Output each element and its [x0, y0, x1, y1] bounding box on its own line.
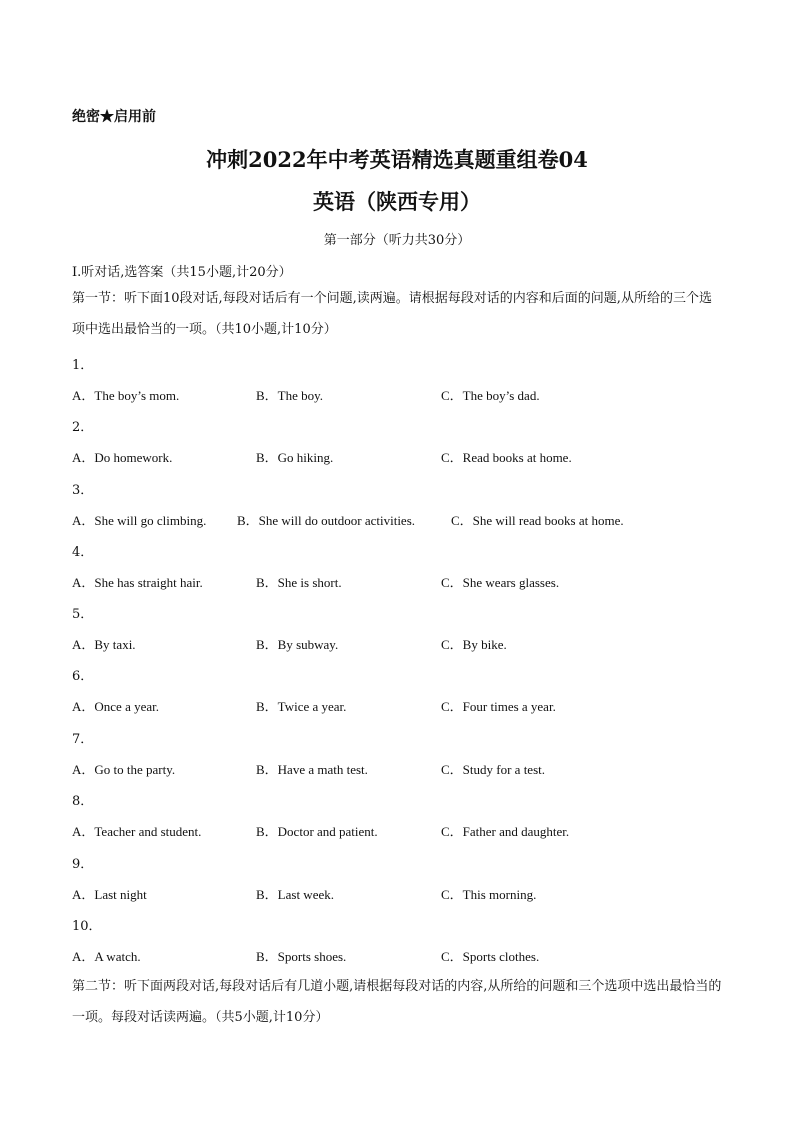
option-a: A．Last night	[72, 887, 147, 902]
section1-intro: 第一节：听下面10段对话,每段对话后有一个问题,读两遍。请根据每段对话的内容和后面的问题,从所给的三个选项中选出最恰当的一项。（共10小题,计10分）	[72, 291, 712, 337]
exam-subtitle: 英语（陕西专用）	[313, 189, 481, 214]
option-b: B．Doctor and patient.	[256, 824, 378, 839]
confidential-label: 绝密★启用前	[72, 109, 156, 125]
question-number: 5．	[72, 607, 94, 622]
option-c: C．By bike.	[441, 637, 507, 652]
option-b: B．Sports shoes.	[256, 949, 347, 964]
question-number: 10．	[72, 919, 102, 934]
option-b: B．Have a math test.	[256, 762, 368, 777]
option-b: B．She will do outdoor activities.	[237, 513, 416, 528]
part-heading: 第一部分（听力共30分）	[323, 233, 471, 248]
option-a: A．A watch.	[72, 949, 141, 964]
question-number: 6．	[72, 669, 94, 684]
option-c: C．This morning.	[441, 887, 537, 902]
question-number: 7．	[72, 732, 94, 747]
option-a: A．She will go climbing.	[72, 513, 207, 528]
option-a: A．By taxi.	[72, 637, 136, 652]
option-a: A．The boy’s mom.	[72, 388, 180, 403]
option-c: C．Study for a test.	[441, 762, 545, 777]
option-a: A．Go to the party.	[72, 762, 176, 777]
option-c: C．Father and daughter.	[441, 824, 570, 839]
question-number: 2．	[72, 420, 94, 435]
question-number: 9．	[72, 857, 94, 872]
option-a: A．She has straight hair.	[72, 575, 203, 590]
option-a: A．Once a year.	[72, 699, 159, 714]
question-number: 3．	[72, 483, 94, 498]
question-number: 4．	[72, 545, 94, 560]
option-c: C．Read books at home.	[441, 450, 572, 465]
section2-intro: 第二节：听下面两段对话,每段对话后有几道小题,请根据每段对话的内容,从所给的问题和三个选项中选出最恰当的一项。每段对话读两遍。（共5小题,计10分）	[72, 979, 722, 1025]
option-c: C．Four times a year.	[441, 699, 556, 714]
option-c: C．She wears glasses.	[441, 575, 560, 590]
option-b: B．By subway.	[256, 637, 339, 652]
option-a: A．Teacher and student.	[72, 824, 202, 839]
option-c: C．The boy’s dad.	[441, 388, 540, 403]
option-c: C．She will read books at home.	[451, 513, 624, 528]
question-number: 8．	[72, 794, 94, 809]
option-c: C．Sports clothes.	[441, 949, 540, 964]
option-b: B．The boy.	[256, 388, 324, 403]
section1-heading: Ⅰ.听对话,选答案（共15小题,计20分）	[72, 265, 292, 280]
option-b: B．Twice a year.	[256, 699, 347, 714]
option-a: A．Do homework.	[72, 450, 173, 465]
option-b: B．Go hiking.	[256, 450, 334, 465]
option-b: B．Last week.	[256, 887, 334, 902]
exam-title: 冲刺2022年中考英语精选真题重组卷04	[206, 147, 588, 172]
option-b: B．She is short.	[256, 575, 342, 590]
question-number: 1．	[72, 358, 94, 373]
